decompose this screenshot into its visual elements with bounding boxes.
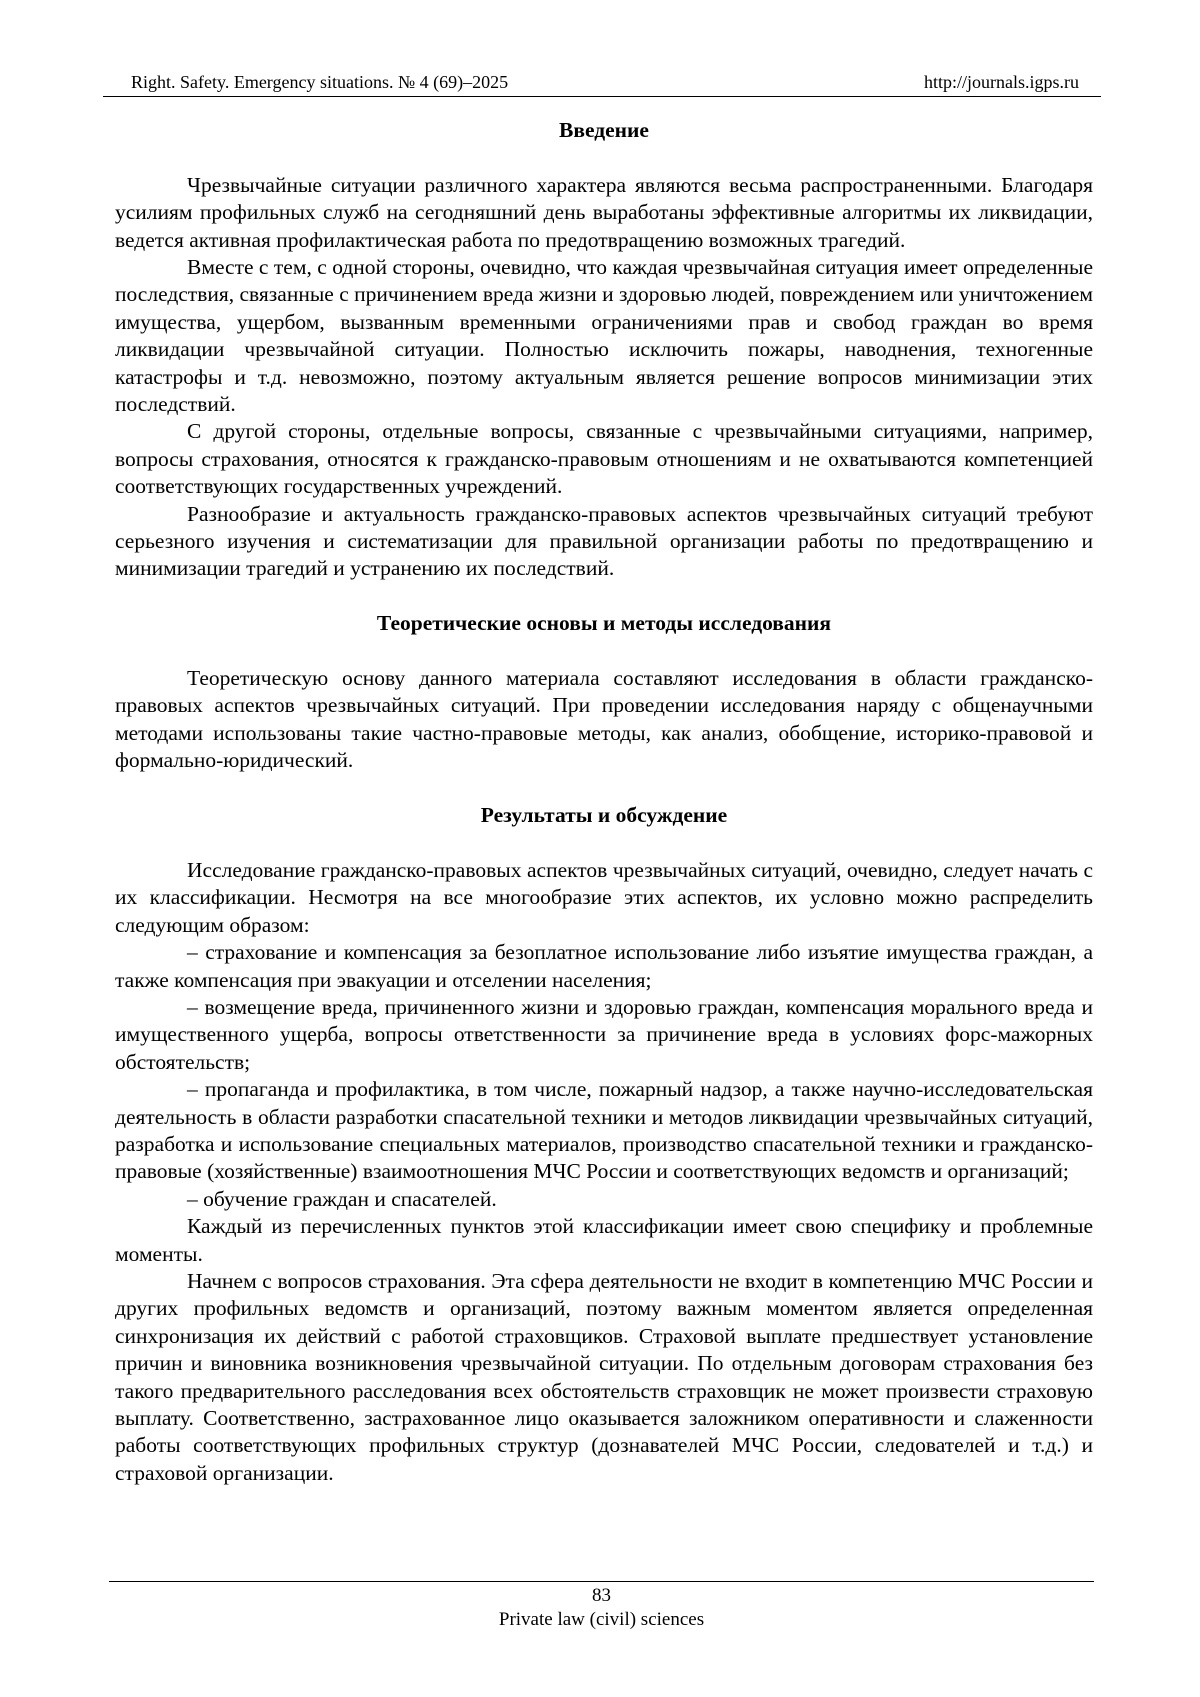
footer-section-title: Private law (civil) sciences xyxy=(498,1609,705,1630)
page-footer xyxy=(109,1581,1094,1632)
list-item: – возмещение вреда, причиненного жизни и здоровью граждан, компенсация морального вреда и имущественного ущерба, вопросы ответственности за причинение вреда в условиях форс-мажорных обстоятельств; xyxy=(115,994,1093,1074)
article-body xyxy=(115,117,1093,1487)
heading-theory-methods: Теоретические основы и методы исследования xyxy=(376,611,832,636)
list-item: – страхование и компенсация за безоплатное использование либо изъятие имущества граждан, а также компенсация при эвакуации и отселении населения; xyxy=(115,940,1093,992)
paragraph: Чрезвычайные ситуации различного характера являются весьма распространенными. Благодаря усилиям профильных служб на сегодняшний день выработаны эффективные алгоритмы их ликвидации, ведется активная профилактическая работа по предотвращению возможных трагедий. xyxy=(115,172,1093,252)
page-number: 83 xyxy=(592,1585,611,1606)
paragraph: Исследование гражданско-правовых аспектов чрезвычайных ситуаций, очевидно, следует начать с их классификации. Несмотря на все многообразие этих аспектов, их условно можно распределить следующим образом: xyxy=(115,857,1093,937)
paragraph: Начнем с вопросов страхования. Эта сфера деятельности не входит в компетенцию МЧС России и других профильных ведомств и организаций, поэтому важным моментом является определенная синхронизация их действий с работой страховщиков. Страховой выплате предшествует установление причин и виновника возникновения чрезвычайной ситуации. По отдельным договорам страхования без такого предварительного расследования всех обстоятельств страховщик не может произвести страховую выплату. Соответственно, застрахованное лицо оказывается заложником оперативности и слаженности работы соответствующих профильных структур (дознавателей МЧС России, следователей и т.д.) и страховой организации. xyxy=(115,1268,1093,1485)
list-item: – обучение граждан и спасателей. xyxy=(187,1186,497,1211)
paragraph: Теоретическую основу данного материала составляют исследования в области гражданско-правовых аспектов чрезвычайных ситуаций. При проведении исследования наряду с общенаучными методами использованы такие частно-правовые методы, как анализ, обобщение, историко-правовой и формально-юридический. xyxy=(115,666,1093,773)
running-header xyxy=(103,70,1101,97)
list-item: – пропаганда и профилактика, в том числе, пожарный надзор, а также научно-исследовательская деятельность в области разработки спасательной техники и методов ликвидации чрезвычайных ситуаций, разработка и использование специальных материалов, производство спасательной техники и гражданско-правовые (хозяйственные) взаимоотношения МЧС России и соответствующих ведомств и организаций; xyxy=(115,1077,1093,1184)
paragraph: Каждый из перечисленных пунктов этой классификации имеет свою специфику и проблемные моменты. xyxy=(115,1214,1093,1266)
journal-title: Right. Safety. Emergency situations. № 4 (69)–2025 xyxy=(131,72,509,92)
heading-introduction: Введение xyxy=(559,118,649,142)
paragraph: Разнообразие и актуальность гражданско-правовых аспектов чрезвычайных ситуаций требуют серьезного изучения и систематизации для правильной организации работы по предотвращению и минимизации трагедий и устранению их последствий. xyxy=(115,501,1093,581)
paragraph: Вместе с тем, с одной стороны, очевидно, что каждая чрезвычайная ситуация имеет определенные последствия, связанные с причинением вреда жизни и здоровью людей, повреждением или уничтожением имущества, ущербом, вызванным временными ограничениями прав и свобод граждан во время ликвидации чрезвычайной ситуации. Полностью исключить пожары, наводнения, техногенные катастрофы и т.д. невозможно, поэтому актуальным является решение вопросов минимизации этих последствий. xyxy=(115,255,1093,417)
journal-url[interactable]: http://journals.igps.ru xyxy=(924,72,1079,92)
heading-results-discussion: Результаты и обсуждение xyxy=(480,803,728,828)
paragraph: С другой стороны, отдельные вопросы, связанные с чрезвычайными ситуациями, например, вопросы страхования, относятся к гражданско-правовым отношениям и не охватываются компетенцией соответствующих государственных учреждений. xyxy=(115,419,1093,499)
